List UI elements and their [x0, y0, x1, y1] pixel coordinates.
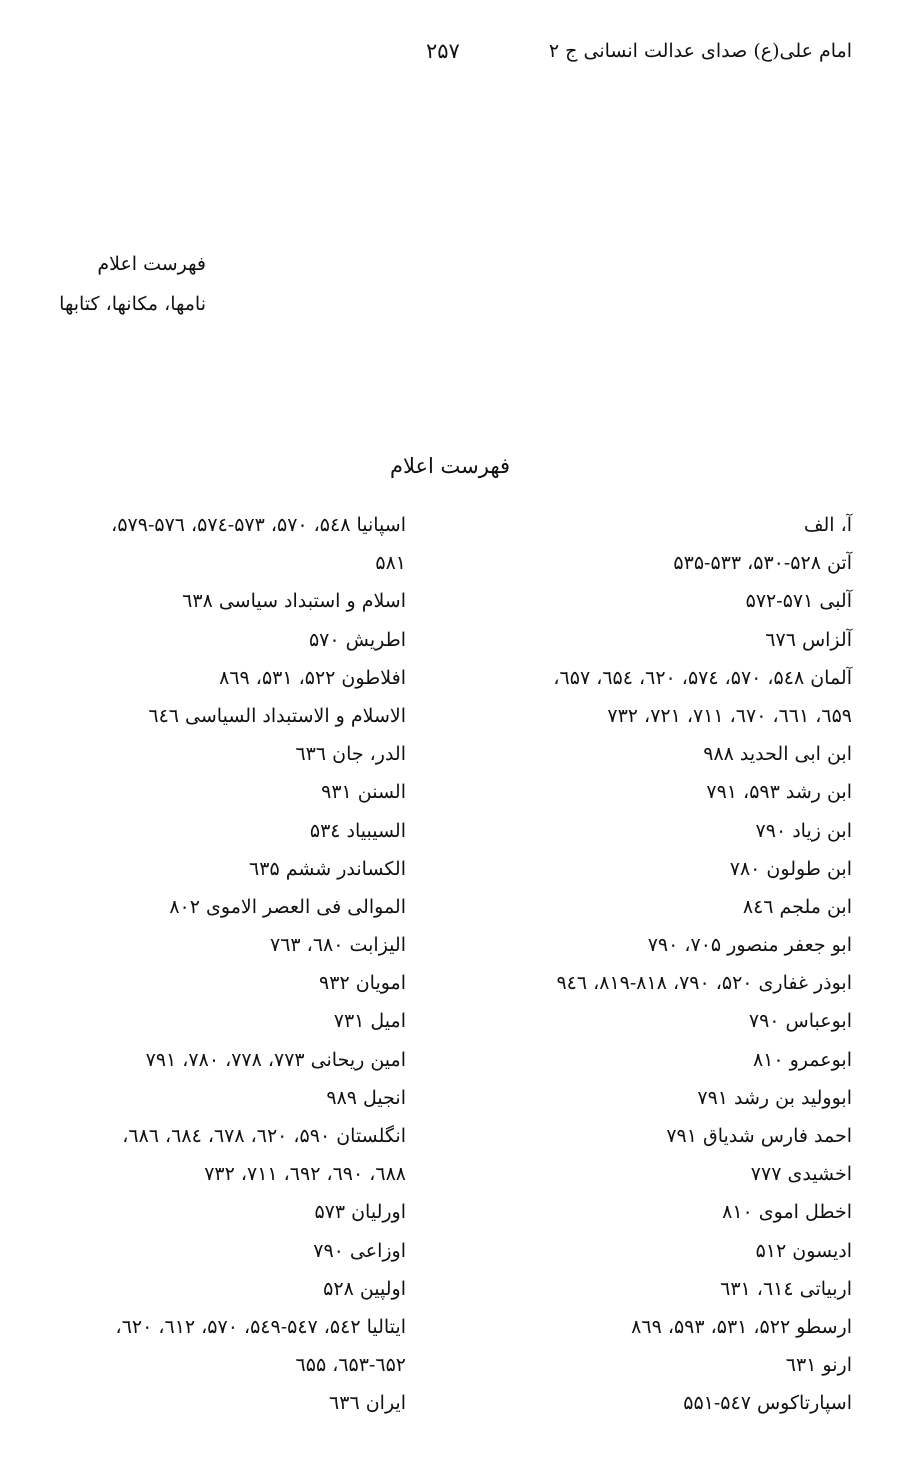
index-entry: اوزاعی ۷۹۰: [313, 1239, 406, 1262]
index-entry: اورلیان ۵۷۳: [314, 1201, 406, 1224]
index-entry: ارسطو ۵۲۲، ۵۳۱، ۵۹۳، ۸٦۹: [631, 1315, 852, 1338]
index-entry: آ، الف: [803, 514, 852, 536]
index-entry: الیزابت ٦۸۰، ۷٦۳: [270, 934, 406, 957]
index-entry: ابن زیاد ۷۹۰: [755, 819, 852, 842]
index-entry: الکساندر ششم ٦۳۵: [249, 857, 406, 880]
index-entry: اسلام و استبداد سیاسی ٦۳۸: [182, 590, 406, 613]
index-entry: اسپانیا ۵٤۸، ۵۷۰، ۵۷۳-۵۷٤، ۵۷٦-۵۷۹،: [111, 514, 406, 536]
index-entry: اولپین ۵۲۸: [323, 1277, 406, 1300]
index-entry: ۵۸۱: [375, 552, 406, 575]
index-entry: الدر، جان ٦۳٦: [295, 743, 406, 766]
index-entry: انگلستان ۵۹۰، ٦۲۰، ٦۷۸، ٦۸٤، ٦۸٦،: [122, 1125, 406, 1147]
index-entry: الموالی فی العصر الاموی ۸۰۲: [169, 895, 406, 918]
index-entry: اسپارتاکوس ۵٤۷-۵۵۱: [683, 1392, 852, 1415]
index-entry: ارنو ٦۳۱: [785, 1354, 852, 1377]
index-entry: امیل ۷۳۱: [333, 1010, 406, 1033]
index-entry: ابن ملجم ۸٤٦: [742, 895, 852, 918]
index-column-right: [452, 506, 852, 1423]
index-entry: ادیسون ۵۱۲: [755, 1239, 852, 1262]
running-header: [40, 36, 852, 68]
book-title: امام علی(ع) صدای عدالت انسانی ج ۲: [548, 40, 852, 62]
index-entry: ابن طولون ۷۸۰: [729, 857, 852, 880]
intro-block: [6, 244, 206, 324]
index-entry: امویان ۹۳۲: [319, 972, 406, 995]
index-entry: ٦۵۲-٦۵۳، ٦۵۵: [295, 1354, 406, 1377]
section-title: فهرست اعلام: [389, 454, 511, 478]
index-entry: اخشیدی ۷۷۷: [750, 1163, 852, 1186]
index-column-left: [26, 506, 406, 1423]
page-number: ۲۵۷: [426, 39, 460, 63]
index-entry: انجیل ۹۸۹: [326, 1086, 406, 1109]
index-entry: امین ریحانی ۷۷۳، ۷۷۸، ۷۸۰، ۷۹۱: [145, 1048, 406, 1071]
index-entry: اربیاتی ٦۱٤، ٦۳۱: [720, 1277, 852, 1300]
index-entry: آتن ۵۲۸-۵۳۰، ۵۳۳-۵۳۵: [673, 552, 852, 575]
index-entry: اخطل اموی ۸۱۰: [722, 1201, 852, 1224]
index-entry: ابوذر غفاری ۵۲۰، ۷۹۰، ۸۱۸-۸۱۹، ۹٤٦: [556, 972, 852, 995]
index-entry: ابوولید بن رشد ۷۹۱: [697, 1086, 852, 1109]
index-entry: ایران ٦۳٦: [329, 1392, 406, 1415]
index-entry: ابن ابی الحدید ۹۸۸: [703, 743, 852, 766]
index-entry: آلمان ۵٤۸، ۵۷۰، ۵۷٤، ٦۲۰، ٦۵٤، ٦۵۷،: [553, 666, 852, 689]
index-entry: احمد فارس شدیاق ۷۹۱: [666, 1125, 852, 1147]
index-entry: اطریش ۵۷۰: [308, 628, 406, 651]
index-entry: ابن رشد ۵۹۳، ۷۹۱: [706, 781, 852, 804]
index-entry: ایتالیا ۵٤۲، ۵٤۷-۵٤۹، ۵۷۰، ٦۱۲، ٦۲۰،: [115, 1315, 406, 1338]
index-entry: ابوعمرو ۸۱۰: [752, 1048, 852, 1071]
index-entry: ابو جعفر منصور ۷۰۵، ۷۹۰: [647, 934, 852, 957]
index-entry: السنن ۹۳۱: [321, 781, 406, 804]
index-entry: افلاطون ۵۲۲، ۵۳۱، ۸٦۹: [219, 666, 406, 689]
intro-subtitle: نامها، مکانها، کتابها: [59, 293, 206, 315]
index-entry: ابوعباس ۷۹۰: [748, 1010, 852, 1033]
index-entry: آلزاس ٦۷٦: [765, 628, 852, 651]
index-entry: ٦۵۹، ٦٦۱، ٦۷۰، ۷۱۱، ۷۲۱، ۷۳۲: [607, 704, 852, 727]
index-entry: السیبیاد ۵۳٤: [309, 819, 406, 842]
index-entry: آلبی ۵۷۱-۵۷۲: [745, 590, 852, 613]
intro-title: فهرست اعلام: [97, 253, 206, 275]
index-entry: ٦۸۸، ٦۹۰، ٦۹۲، ۷۱۱، ۷۳۲: [204, 1163, 406, 1186]
index-entry: الاسلام و الاستبداد السیاسی ٦٤٦: [148, 704, 406, 727]
